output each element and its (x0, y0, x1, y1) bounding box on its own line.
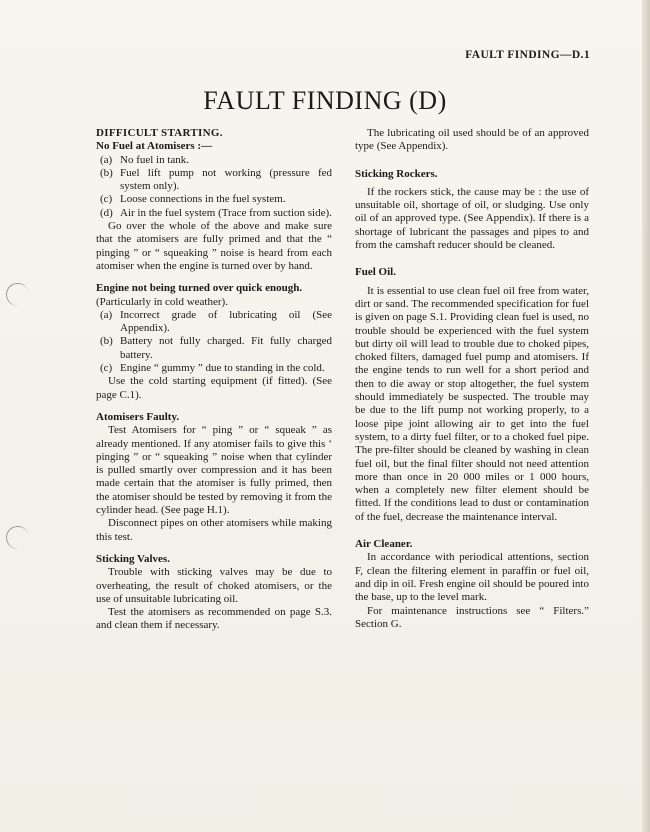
list-item (96, 309, 332, 336)
subheading-cold-weather: (Particularly in cold weather). (96, 295, 228, 308)
subheading-no-fuel: No Fuel at Atomisers :— (96, 140, 213, 153)
right-column (355, 127, 589, 631)
list-item (96, 362, 332, 375)
paragraph: Use the cold starting equipment (if fitted). (See page C.1). (96, 375, 332, 401)
paragraph: For maintenance instructions see “ Filters.” Section G. (355, 604, 589, 630)
binder-hole-upper (4, 281, 31, 308)
left-column (96, 127, 332, 633)
section-heading-atomisers-faulty: Atomisers Faulty. (96, 410, 180, 423)
page-title: FAULT FINDING (D) (203, 86, 447, 115)
list-item-text: No fuel in tank. (120, 153, 190, 166)
list-item (96, 193, 332, 206)
list-item-text: Engine “ gummy ” due to standing in the cold. (120, 362, 325, 375)
list-item-text: Battery not fully charged. Fit fully charged battery. (120, 335, 332, 361)
paragraph: Test Atomisers for “ ping ” or “ squeak ” as already mentioned. If any atomiser fails to give this ‘ pinging ” or “ squeaking ” noise when that cylinder is pulled smartly over compression and it has been made certain that the atomiser is fully primed, then the atomiser should be tested by removing it from the cylinder head. (See page H.1). (96, 424, 332, 517)
paragraph: The lubricating oil used should be of an approved type (See Appendix). (355, 127, 589, 153)
section-heading-sticking-rockers: Sticking Rockers. (355, 167, 438, 180)
paragraph: Trouble with sticking valves may be due to overheating, the result of choked atomisers, or the use of unsuitable lubricating oil. (96, 566, 332, 605)
section-heading-sticking-valves: Sticking Valves. (96, 552, 170, 565)
list-item (96, 335, 332, 362)
running-head: FAULT FINDING—D.1 (465, 49, 590, 61)
list-item (96, 167, 332, 194)
list-item-text: Fuel lift pump not working (pressure fed system only). (120, 166, 332, 193)
paragraph: Test the atomisers as recommended on page S.3. and clean them if necessary. (96, 606, 332, 632)
section-heading-engine-not-turned: Engine not being turned over quick enough. (96, 282, 303, 295)
list-item-label: (a) (100, 308, 113, 321)
section-heading-difficult-starting: DIFFICULT STARTING. (96, 127, 223, 139)
list-item-label: (d) (100, 206, 113, 219)
page-edge (642, 0, 650, 832)
section-heading-air-cleaner: Air Cleaner. (355, 538, 413, 551)
paragraph: Disconnect pipes on other atomisers while making this test. (96, 517, 332, 543)
binder-hole-lower (4, 524, 31, 551)
list-item-label: (b) (100, 335, 113, 348)
list-item-text: Incorrect grade of lubricating oil (See Appendix). (120, 308, 332, 335)
paragraph: It is essential to use clean fuel oil free from water, dirt or sand. The recommended specification for fuel is given on page S.1. Providing clean fuel is used, no trouble should be experienced with the fuel system but dirty oil will lead to trouble due to choked pipes, choked filters, damaged fuel pump and atomisers. If the engine tends to run well for a short period and then to die away or stop altogether, the fuel system should immediately be suspected. The trouble may be due to the lift pump not working properly, to a loose pipe joint allowing air to get into the fuel system, to a dirty fuel filter, or to a choked fuel pipe. The pre-filter should be cleaned by washing in clean fuel oil, but the final filter should not need attention more than once in 20 000 miles or 1 000 hours, when a completely new filter element should be fitted. If the conditions lead to dust or contamination of the fuel, decrease the maintenance interval. (355, 284, 589, 523)
list-item-text: Loose connections in the fuel system. (120, 193, 286, 206)
list-item (96, 207, 332, 220)
paragraph: If the rockers stick, the cause may be : the use of unsuitable oil, shortage of oil, or sludging. Use only oil of an approved type. (See Appendix). If there is a shortage of lubricant the passages and pipes to and from the camshaft reducer should be cleaned. (355, 185, 589, 252)
list-item-text: Air in the fuel system (Trace from suction side). (120, 206, 332, 219)
list-item-label: (b) (100, 166, 113, 179)
list-item (96, 154, 332, 167)
list-item-label: (c) (100, 193, 113, 206)
section-heading-fuel-oil: Fuel Oil. (355, 266, 396, 279)
paragraph: Go over the whole of the above and make sure that the atomisers are fully primed and that the “ pinging ” or “ squeaking ” noise is heard from each atomiser when the engine is turned over by hand. (96, 220, 332, 272)
list-item-label: (c) (100, 362, 113, 375)
paragraph: In accordance with periodical attentions, section F, clean the filtering element in paraffin or fuel oil, and dip in oil. Fresh engine oil should be poured into the base, up to the level mark. (355, 551, 589, 604)
list-item-label: (a) (100, 153, 113, 166)
